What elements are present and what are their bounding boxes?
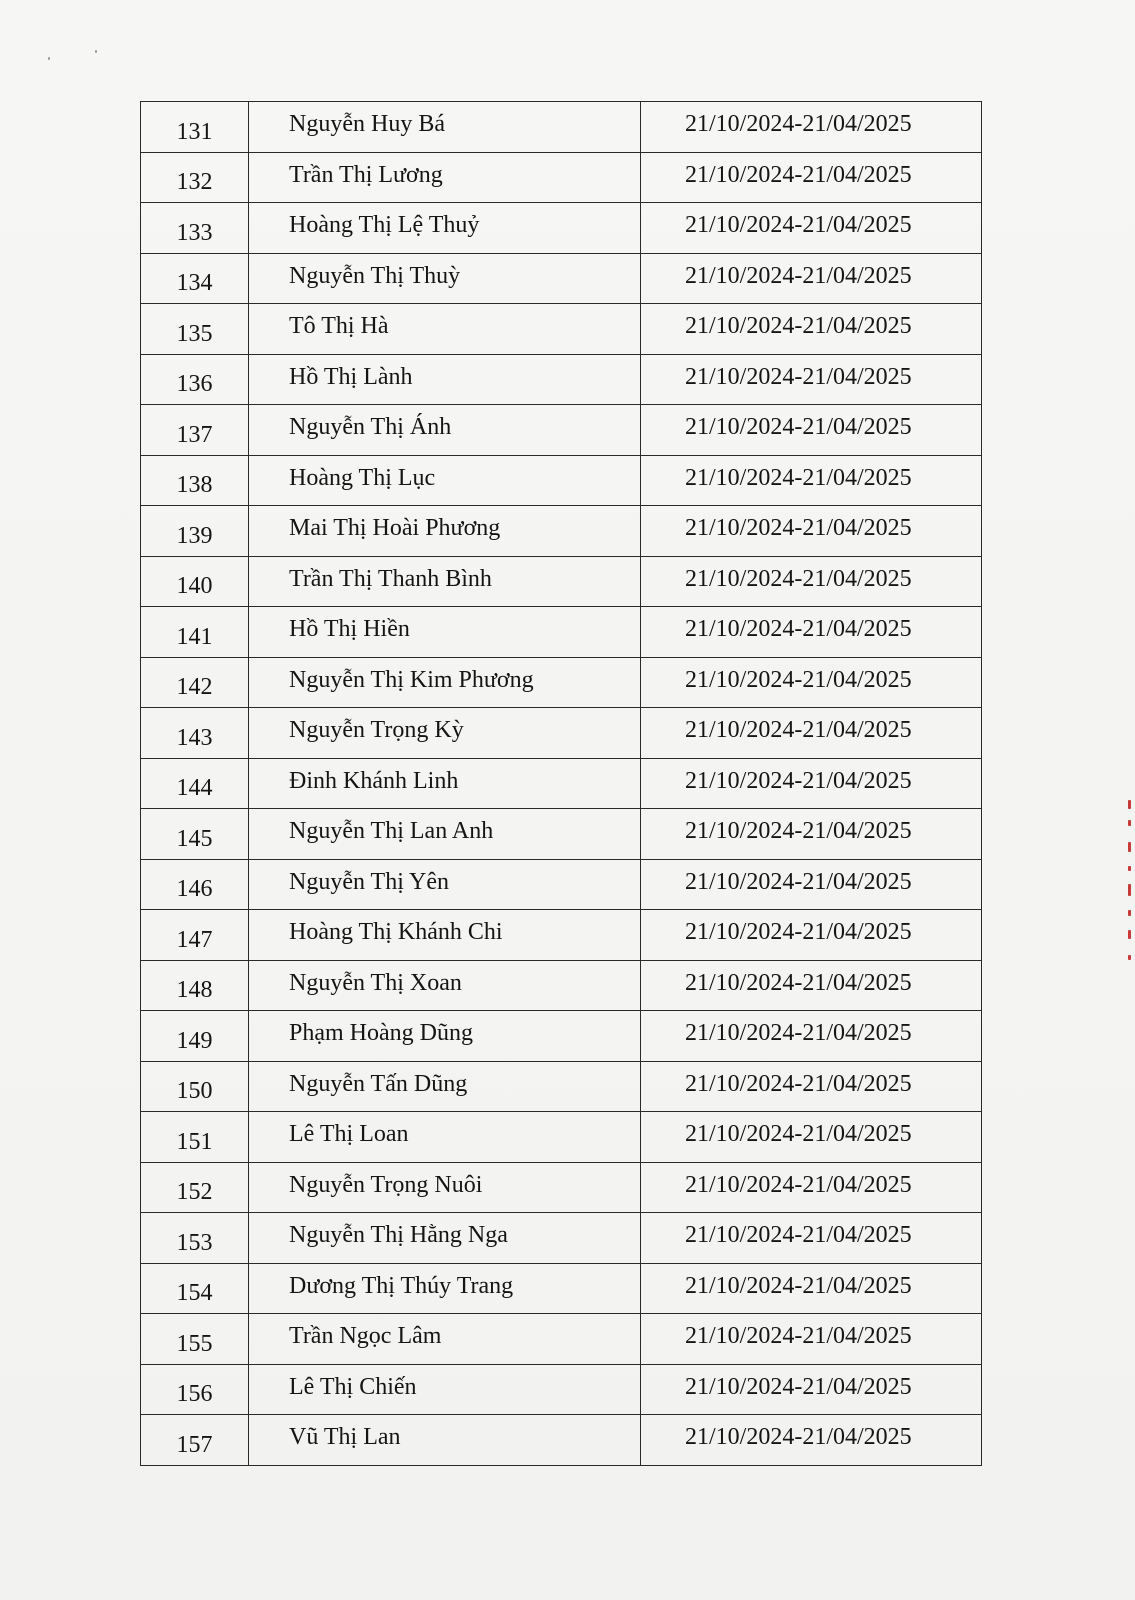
period-cell: 21/10/2024-21/04/2025 <box>641 556 982 607</box>
period-cell: 21/10/2024-21/04/2025 <box>641 203 982 254</box>
person-name-cell: Phạm Hoàng Dũng <box>249 1011 641 1062</box>
person-name-cell: Hoàng Thị Lục <box>249 455 641 506</box>
person-name-cell: Hồ Thị Lành <box>249 354 641 405</box>
table-row <box>141 1314 982 1365</box>
table-row <box>141 960 982 1011</box>
stamp-edge-mark <box>1128 910 1131 916</box>
period-cell: 21/10/2024-21/04/2025 <box>641 102 982 153</box>
person-name-cell: Trần Thị Thanh Bình <box>249 556 641 607</box>
person-name-cell: Nguyễn Trọng Nuôi <box>249 1162 641 1213</box>
table-row <box>141 708 982 759</box>
person-name-cell: Lê Thị Loan <box>249 1112 641 1163</box>
period-cell: 21/10/2024-21/04/2025 <box>641 405 982 456</box>
stamp-edge-mark <box>1128 800 1131 809</box>
row-number-cell: 142 <box>141 657 249 708</box>
table-row <box>141 758 982 809</box>
person-name-cell: Nguyễn Thị Kim Phương <box>249 657 641 708</box>
period-cell: 21/10/2024-21/04/2025 <box>641 910 982 961</box>
row-number-cell: 157 <box>141 1415 249 1466</box>
row-number-cell: 138 <box>141 455 249 506</box>
person-name-cell: Nguyễn Trọng Kỳ <box>249 708 641 759</box>
period-cell: 21/10/2024-21/04/2025 <box>641 1415 982 1466</box>
table-row <box>141 1415 982 1466</box>
table-row <box>141 203 982 254</box>
period-cell: 21/10/2024-21/04/2025 <box>641 758 982 809</box>
table-row <box>141 657 982 708</box>
period-cell: 21/10/2024-21/04/2025 <box>641 304 982 355</box>
roster-table <box>140 101 982 1466</box>
row-number-cell: 155 <box>141 1314 249 1365</box>
person-name-cell: Mai Thị Hoài Phương <box>249 506 641 557</box>
period-cell: 21/10/2024-21/04/2025 <box>641 657 982 708</box>
person-name-cell: Hoàng Thị Lệ Thuỷ <box>249 203 641 254</box>
row-number-cell: 146 <box>141 859 249 910</box>
period-cell: 21/10/2024-21/04/2025 <box>641 859 982 910</box>
period-cell: 21/10/2024-21/04/2025 <box>641 809 982 860</box>
row-number-cell: 137 <box>141 405 249 456</box>
row-number-cell: 147 <box>141 910 249 961</box>
person-name-cell: Nguyễn Thị Xoan <box>249 960 641 1011</box>
row-number-cell: 135 <box>141 304 249 355</box>
person-name-cell: Dương Thị Thúy Trang <box>249 1263 641 1314</box>
table-row <box>141 607 982 658</box>
person-name-cell: Hoàng Thị Khánh Chi <box>249 910 641 961</box>
period-cell: 21/10/2024-21/04/2025 <box>641 1061 982 1112</box>
row-number-cell: 143 <box>141 708 249 759</box>
table-row <box>141 1011 982 1062</box>
person-name-cell: Trần Ngọc Lâm <box>249 1314 641 1365</box>
row-number-cell: 148 <box>141 960 249 1011</box>
period-cell: 21/10/2024-21/04/2025 <box>641 354 982 405</box>
person-name-cell: Lê Thị Chiến <box>249 1364 641 1415</box>
period-cell: 21/10/2024-21/04/2025 <box>641 1213 982 1264</box>
table-row <box>141 1213 982 1264</box>
period-cell: 21/10/2024-21/04/2025 <box>641 506 982 557</box>
period-cell: 21/10/2024-21/04/2025 <box>641 960 982 1011</box>
person-name-cell: Tô Thị Hà <box>249 304 641 355</box>
row-number-cell: 133 <box>141 203 249 254</box>
period-cell: 21/10/2024-21/04/2025 <box>641 455 982 506</box>
row-number-cell: 131 <box>141 102 249 153</box>
table-row <box>141 1162 982 1213</box>
table-row <box>141 910 982 961</box>
person-name-cell: Trần Thị Lương <box>249 152 641 203</box>
table-row <box>141 1112 982 1163</box>
table-row <box>141 152 982 203</box>
row-number-cell: 156 <box>141 1364 249 1415</box>
period-cell: 21/10/2024-21/04/2025 <box>641 708 982 759</box>
row-number-cell: 139 <box>141 506 249 557</box>
period-cell: 21/10/2024-21/04/2025 <box>641 1263 982 1314</box>
stamp-edge-mark <box>1128 820 1131 826</box>
stamp-edge-mark <box>1128 842 1131 852</box>
table-row <box>141 1061 982 1112</box>
row-number-cell: 136 <box>141 354 249 405</box>
period-cell: 21/10/2024-21/04/2025 <box>641 1162 982 1213</box>
row-number-cell: 154 <box>141 1263 249 1314</box>
period-cell: 21/10/2024-21/04/2025 <box>641 1112 982 1163</box>
period-cell: 21/10/2024-21/04/2025 <box>641 1011 982 1062</box>
table-row <box>141 354 982 405</box>
row-number-cell: 153 <box>141 1213 249 1264</box>
table-row <box>141 1263 982 1314</box>
person-name-cell: Nguyễn Tấn Dũng <box>249 1061 641 1112</box>
stamp-edge-mark <box>1128 866 1131 871</box>
scan-speck <box>95 50 97 53</box>
row-number-cell: 151 <box>141 1112 249 1163</box>
period-cell: 21/10/2024-21/04/2025 <box>641 253 982 304</box>
table-row <box>141 102 982 153</box>
table-row <box>141 556 982 607</box>
stamp-edge-mark <box>1128 884 1131 896</box>
row-number-cell: 145 <box>141 809 249 860</box>
person-name-cell: Nguyễn Thị Thuỳ <box>249 253 641 304</box>
person-name-cell: Hồ Thị Hiền <box>249 607 641 658</box>
table-row <box>141 506 982 557</box>
period-cell: 21/10/2024-21/04/2025 <box>641 1314 982 1365</box>
table-row <box>141 304 982 355</box>
roster-table-body <box>141 102 982 1466</box>
person-name-cell: Nguyễn Thị Yên <box>249 859 641 910</box>
stamp-edge-mark <box>1128 955 1131 960</box>
person-name-cell: Nguyễn Thị Lan Anh <box>249 809 641 860</box>
person-name-cell: Nguyễn Thị Hằng Nga <box>249 1213 641 1264</box>
stamp-edge-mark <box>1128 930 1131 939</box>
table-row <box>141 859 982 910</box>
period-cell: 21/10/2024-21/04/2025 <box>641 607 982 658</box>
table-row <box>141 455 982 506</box>
table-row <box>141 253 982 304</box>
person-name-cell: Nguyễn Thị Ánh <box>249 405 641 456</box>
row-number-cell: 152 <box>141 1162 249 1213</box>
person-name-cell: Nguyễn Huy Bá <box>249 102 641 153</box>
period-cell: 21/10/2024-21/04/2025 <box>641 1364 982 1415</box>
row-number-cell: 140 <box>141 556 249 607</box>
scan-speck <box>48 57 50 60</box>
row-number-cell: 134 <box>141 253 249 304</box>
person-name-cell: Đinh Khánh Linh <box>249 758 641 809</box>
table-row <box>141 405 982 456</box>
row-number-cell: 149 <box>141 1011 249 1062</box>
person-name-cell: Vũ Thị Lan <box>249 1415 641 1466</box>
row-number-cell: 141 <box>141 607 249 658</box>
table-row <box>141 1364 982 1415</box>
row-number-cell: 132 <box>141 152 249 203</box>
row-number-cell: 150 <box>141 1061 249 1112</box>
row-number-cell: 144 <box>141 758 249 809</box>
table-row <box>141 809 982 860</box>
period-cell: 21/10/2024-21/04/2025 <box>641 152 982 203</box>
